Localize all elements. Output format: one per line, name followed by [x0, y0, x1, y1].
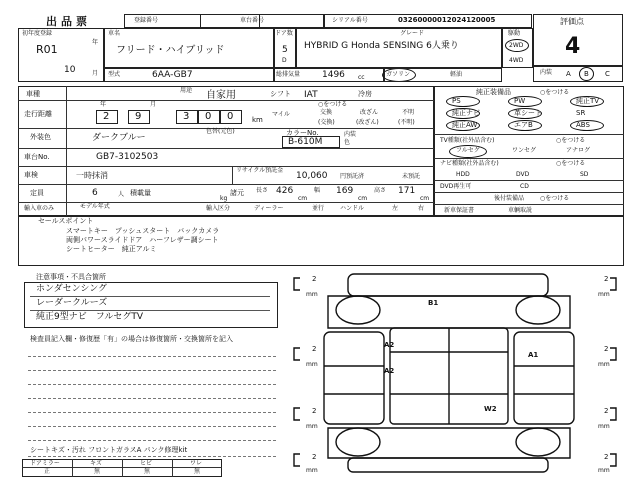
- tv-option: アナログ: [566, 147, 591, 154]
- model-year-label: モデル年式: [80, 203, 110, 210]
- shift-label: シフト: [270, 90, 291, 98]
- cc-value: 1496: [322, 70, 345, 80]
- recycle-not: 未預託: [402, 173, 421, 180]
- interior-label: 内装: [540, 69, 553, 76]
- recycle-deposited: 円預託済: [340, 173, 365, 180]
- divider: [28, 384, 276, 385]
- meter-rollback: 改ざん: [360, 109, 379, 116]
- seat-note: シートキズ・汚れ フロントガラスA パンク修理kit: [30, 446, 188, 454]
- doors-label: ドア数: [275, 30, 293, 37]
- serial-label: シリアル番号: [332, 17, 368, 24]
- options-note: ○をつける: [540, 195, 570, 202]
- usage-value: 自家用: [206, 90, 236, 101]
- bracket-value: 2: [312, 453, 317, 461]
- import-parallel: 並行: [312, 205, 325, 212]
- interior-c: C: [605, 70, 610, 78]
- divider: [66, 86, 67, 216]
- damage-label: A2: [384, 367, 395, 375]
- eval-score: 4: [565, 34, 581, 59]
- bracket-unit: mm: [598, 361, 610, 368]
- recycle-label-1: リサイクル預託金: [236, 167, 284, 174]
- serial-value: 03260000012024120005: [398, 16, 496, 24]
- bracket-value: 2: [604, 407, 609, 415]
- equipment-item: 純正TV: [576, 97, 600, 105]
- divider: [18, 148, 434, 149]
- mileage-unit: km: [252, 116, 263, 124]
- divider: [434, 192, 624, 193]
- model-value: 6AA-GB7: [152, 70, 193, 80]
- divider: [232, 166, 233, 184]
- eval-label: 評価点: [560, 17, 584, 26]
- equipment-item: SR: [576, 109, 586, 117]
- damage-label: A2: [384, 341, 395, 349]
- roof-top: [348, 274, 548, 296]
- damage-label: W2: [484, 405, 497, 413]
- divider: [434, 180, 624, 181]
- type-label: 車種: [26, 90, 40, 98]
- bracket-unit: mm: [306, 467, 318, 474]
- navi-option: HDD: [456, 171, 470, 178]
- divider: [434, 134, 624, 135]
- mileage-digit: 0: [227, 111, 234, 122]
- side-right: [514, 332, 574, 424]
- height-unit: cm: [420, 195, 430, 202]
- equip-note: ○をつける: [540, 89, 570, 96]
- bracket-value: 2: [312, 407, 317, 415]
- sales-line: シートヒーター 純正アルミ: [66, 245, 157, 253]
- legend-value: 正: [44, 468, 51, 475]
- legend-header: ヒビ: [140, 460, 153, 467]
- color-no-value: B-610M: [288, 137, 323, 147]
- handle-left: 左: [392, 205, 399, 212]
- handbook-label: 車輌取説: [508, 207, 533, 214]
- bracket-value: 2: [604, 453, 609, 461]
- wheel-front-right: [516, 296, 560, 324]
- width-label: 幅: [314, 187, 321, 194]
- legend-header: ワレ: [190, 460, 203, 467]
- equip-label: 純正装備品: [476, 88, 511, 96]
- mileage-digit: 0: [205, 111, 212, 122]
- mileage-digit: 3: [183, 111, 190, 122]
- color-value: ダークブルー: [92, 133, 146, 143]
- manual-label: 新車保証書: [444, 207, 475, 214]
- divider: [28, 412, 276, 413]
- mileage-year-label: 年: [100, 101, 107, 108]
- note-line: ホンダセンシング: [36, 284, 108, 294]
- inspection-value: 一時抹消: [76, 171, 108, 180]
- bracket-value: 2: [604, 345, 609, 353]
- legend-value: 無: [144, 468, 151, 475]
- drive-label: 駆動: [508, 30, 521, 37]
- equipment-item: エアB: [514, 121, 533, 129]
- equipment-item: 革シート: [514, 109, 542, 117]
- meter-unknown: 不明: [402, 109, 415, 116]
- fuel-gas: ガソリン: [386, 71, 411, 78]
- divider: [434, 204, 624, 205]
- drive-4wd: 4WD: [509, 57, 524, 64]
- frame-label: 車台No.: [24, 153, 50, 161]
- cd-label: CD: [520, 183, 529, 190]
- divider: [28, 426, 276, 427]
- navi-option: DVD: [516, 171, 530, 178]
- meter-rollback-sub: (改ざん): [356, 119, 379, 126]
- sales-line: 両側パワースライドドア ハーフレザー調シート: [66, 236, 219, 244]
- tv-option: フルセグ: [456, 147, 480, 154]
- first-reg-month: 10: [64, 65, 76, 75]
- fuel-box: [384, 68, 502, 82]
- navi-label: ナビ種類(社外品含む): [440, 160, 499, 167]
- car-diagram: [280, 268, 630, 478]
- recycle-value: 10,060: [296, 171, 328, 181]
- grade-label: グレード: [400, 30, 425, 37]
- first-reg-label: 初年度登録: [22, 30, 53, 37]
- divider: [28, 370, 276, 371]
- navi-note: ○をつける: [556, 160, 586, 167]
- divider: [28, 398, 276, 399]
- divider: [172, 459, 173, 477]
- interior-color-label: 内装色: [344, 131, 357, 146]
- legend-value: 無: [94, 468, 101, 475]
- first-reg-year: R01: [36, 43, 58, 56]
- options-label: 後付装備品: [494, 195, 525, 202]
- fuel-light: 軽油: [450, 71, 463, 78]
- cc-label: 総排気量: [276, 71, 301, 78]
- legend-value: 無: [194, 468, 201, 475]
- mileage-label: 走行距離: [24, 110, 52, 118]
- tv-label: TV種類(社外品含む): [440, 137, 495, 144]
- bracket-unit: mm: [306, 423, 318, 430]
- page-title: 出品票: [46, 15, 91, 28]
- length-label: 長さ: [256, 187, 269, 194]
- mileage-note: ○をつける: [318, 101, 348, 108]
- bracket-unit: mm: [598, 291, 610, 298]
- ac-label: 冷房: [358, 90, 372, 98]
- legend-header: ドアミラー: [30, 460, 60, 467]
- color-label: 外装色: [30, 133, 51, 141]
- divider: [30, 296, 270, 297]
- tv-option: ワンセグ: [512, 147, 537, 154]
- mileage-digit: 2: [103, 111, 110, 122]
- bracket-value: 2: [604, 275, 609, 283]
- divider: [28, 456, 276, 457]
- divider: [28, 356, 276, 357]
- divider: [434, 158, 624, 159]
- interior-b: B: [584, 70, 589, 78]
- capacity-unit: 人: [118, 191, 125, 198]
- frame-value: GB7-3102503: [96, 152, 159, 162]
- bracket-unit: mm: [306, 361, 318, 368]
- car-name-label: 車名: [108, 30, 121, 37]
- shift-value: IAT: [304, 90, 318, 100]
- first-reg-month-label: 月: [92, 70, 99, 77]
- tv-note: ○をつける: [556, 137, 586, 144]
- import-dealer: ディーラー: [254, 205, 284, 212]
- divider: [122, 459, 123, 477]
- length-unit: cm: [298, 195, 308, 202]
- notes-label: 注意事項・不具合箇所: [36, 273, 106, 281]
- reg-no-label: 登録番号: [134, 17, 159, 24]
- damage-label: A1: [528, 351, 539, 359]
- usage-label: 用途: [180, 87, 193, 94]
- meter-change-sub: (交換): [318, 119, 335, 126]
- height-label: 高さ: [374, 187, 387, 194]
- meter-unknown-sub: (不明): [398, 119, 415, 126]
- bracket-value: 2: [312, 275, 317, 283]
- divider: [30, 310, 270, 311]
- equipment-item: 純正ナビ: [452, 109, 480, 117]
- bracket-value: 2: [312, 345, 317, 353]
- equipment-item: 純正AW: [452, 121, 478, 129]
- dvd-label: DVD再生可: [440, 183, 472, 190]
- divider: [18, 166, 434, 167]
- divider: [18, 184, 434, 185]
- capacity-label: 定員: [30, 189, 44, 197]
- meter-mile: マイル: [272, 111, 290, 118]
- sales-line: スマートキー プッシュスタート バックカメラ: [66, 227, 220, 235]
- inspection-label: 車検: [24, 171, 38, 179]
- handle-label: ハンドル: [340, 205, 365, 212]
- equipment-item: PS: [452, 97, 461, 105]
- inspector-label: 検査員記入欄・修復歴「有」の場合は修復箇所・交換箇所を記入: [30, 335, 233, 343]
- color-change-label: 色替(元色): [206, 128, 235, 135]
- handle-right: 右: [418, 205, 425, 212]
- width-value: 169: [336, 186, 354, 196]
- import-label: 輸入車のみ: [24, 205, 55, 212]
- navi-option: SD: [580, 171, 589, 178]
- mileage-month-label: 月: [150, 101, 157, 108]
- model-label: 型式: [108, 71, 121, 78]
- bracket-unit: mm: [598, 467, 610, 474]
- capacity-value: 6: [92, 188, 98, 198]
- doors-sub: D: [282, 57, 287, 64]
- length-value: 426: [276, 186, 294, 196]
- cc-unit: cc: [358, 74, 365, 81]
- divider: [28, 440, 276, 441]
- divider: [72, 459, 73, 477]
- load-unit: kg: [220, 195, 228, 202]
- frame-no-label: 車台番号: [240, 17, 265, 24]
- dims-label: 諸元: [230, 189, 244, 197]
- car-name: フリード・ハイブリッド: [116, 45, 225, 56]
- note-line: 純正9型ナビ フルセグTV: [36, 312, 144, 322]
- side-left: [324, 332, 384, 424]
- height-value: 171: [398, 186, 416, 196]
- wheel-front-left: [336, 296, 380, 324]
- color-no-label: カラーNo.: [286, 129, 319, 137]
- interior-a: A: [566, 70, 571, 78]
- width-unit: cm: [358, 195, 368, 202]
- meter-change: 交換: [320, 109, 333, 116]
- legend-header: キズ: [90, 460, 102, 467]
- drive-2wd: 2WD: [509, 42, 524, 49]
- note-line: レーダークルーズ: [36, 298, 108, 308]
- damage-label: B1: [428, 299, 439, 307]
- load-label: 積載量: [130, 189, 151, 197]
- first-reg-year-label: 年: [92, 39, 99, 46]
- bracket-unit: mm: [306, 291, 318, 298]
- import-type-label: 輸入区分: [206, 205, 231, 212]
- doors-value: 5: [282, 45, 288, 55]
- mileage-digit: 9: [135, 111, 142, 122]
- grade-value: HYBRID G Honda SENSING 6人乗り: [304, 41, 459, 51]
- equipment-item: ABS: [576, 121, 590, 129]
- sales-label: セールスポイント: [38, 217, 94, 225]
- bracket-unit: mm: [598, 423, 610, 430]
- equipment-item: PW: [514, 97, 526, 105]
